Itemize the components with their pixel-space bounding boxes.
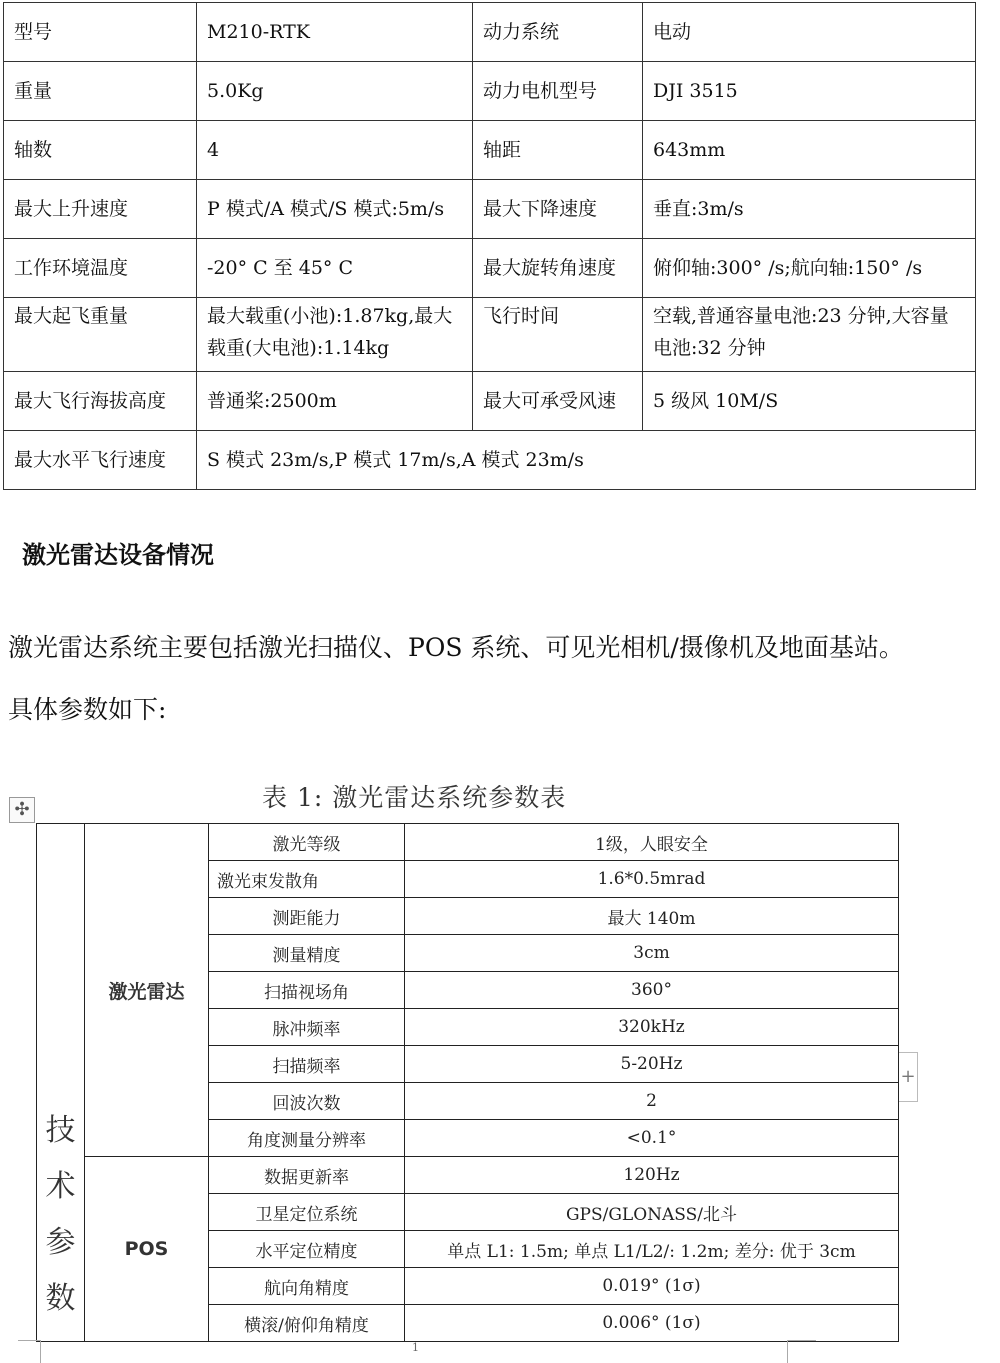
spec-value: 空载,普通容量电池:23 分钟,大容量电池:32 分钟 [643,298,976,372]
param-name: 扫描视场角 [209,972,405,1009]
table-row [4,372,976,431]
table-row [4,298,976,372]
param-name: 激光等级 [209,824,405,861]
param-value: 2 [405,1083,899,1120]
tech-params-label [37,824,85,1342]
intro-paragraph-line: 具体参数如下: [8,695,167,724]
param-name: 测距能力 [209,898,405,935]
spec-value: S 模式 23m/s,P 模式 17m/s,A 模式 23m/s [197,431,976,490]
lidar-params-table [36,823,899,1342]
page-corner-mark [787,1340,816,1363]
drone-spec-table [3,2,976,490]
spec-label: 最大可承受风速 [473,372,643,431]
param-value: 1.6*0.5mrad [405,861,899,898]
spec-label: 轴数 [4,121,197,180]
spec-value: 4 [197,121,473,180]
spec-value: -20° C 至 45° C [197,239,473,298]
section-heading: 激光雷达设备情况 [22,541,214,569]
table-row [37,824,899,861]
param-name: 数据更新率 [209,1157,405,1194]
spec-value: 5.0Kg [197,62,473,121]
spec-value: 5 级风 10M/S [643,372,976,431]
tech-char: 技 [45,1113,76,1148]
spec-label: 最大飞行海拔高度 [4,372,197,431]
param-value: 单点 L1: 1.5m; 单点 L1/L2/: 1.2m; 差分: 优于 3cm [405,1231,899,1268]
table-row [4,121,976,180]
param-value: 1级，人眼安全 [405,824,899,861]
spec-label: 最大上升速度 [4,180,197,239]
spec-label: 最大下降速度 [473,180,643,239]
table-row [4,431,976,490]
spec-label: 最大水平飞行速度 [4,431,197,490]
table-row [4,180,976,239]
param-name: 脉冲频率 [209,1009,405,1046]
table-caption: 表 1: 激光雷达系统参数表 [262,783,567,812]
param-value: 0.019° (1σ) [405,1268,899,1305]
spec-value: 俯仰轴:300° /s;航向轴:150° /s [643,239,976,298]
param-name: 测量精度 [209,935,405,972]
param-name: 激光束发散角 [209,861,405,898]
spec-label: 最大旋转角速度 [473,239,643,298]
spec-label: 飞行时间 [473,298,643,372]
param-name: 回波次数 [209,1083,405,1120]
param-name: 扫描频率 [209,1046,405,1083]
spec-value: 垂直:3m/s [643,180,976,239]
tech-char: 术 [45,1169,76,1204]
param-value: 0.006° (1σ) [405,1305,899,1342]
spec-value: 最大载重(小池):1.87kg,最大载重(大电池):1.14kg [197,298,473,372]
table-move-handle-icon[interactable]: ✣ [9,797,35,823]
spec-label: 动力电机型号 [473,62,643,121]
spec-label: 重量 [4,62,197,121]
page-corner-mark [18,1340,41,1363]
group-label: 激光雷达 [85,824,209,1157]
spec-label: 工作环境温度 [4,239,197,298]
param-value: 3cm [405,935,899,972]
spec-value: 643mm [643,121,976,180]
param-name: 水平定位精度 [209,1231,405,1268]
param-value: 360° [405,972,899,1009]
spec-label: 轴距 [473,121,643,180]
param-value: 120Hz [405,1157,899,1194]
param-name: 角度测量分辨率 [209,1120,405,1157]
group-label: POS [85,1157,209,1342]
spec-value: M210-RTK [197,3,473,62]
spec-label: 型号 [4,3,197,62]
param-value: <0.1° [405,1120,899,1157]
tech-char: 数 [45,1281,76,1316]
spec-value: DJI 3515 [643,62,976,121]
param-name: 卫星定位系统 [209,1194,405,1231]
table-add-row-icon[interactable]: + [899,1052,918,1102]
spec-label: 动力系统 [473,3,643,62]
page-number: 1 [412,1341,419,1354]
param-name: 横滚/俯仰角精度 [209,1305,405,1342]
table-row [4,62,976,121]
spec-value: P 模式/A 模式/S 模式:5m/s [197,180,473,239]
tech-char: 参 [45,1225,76,1260]
param-value: GPS/GLONASS/北斗 [405,1194,899,1231]
param-value: 5-20Hz [405,1046,899,1083]
table-row [4,3,976,62]
spec-value: 电动 [643,3,976,62]
param-name: 航向角精度 [209,1268,405,1305]
intro-paragraph-line: 激光雷达系统主要包括激光扫描仪、POS 系统、可见光相机/摄像机及地面基站。 [8,633,904,662]
param-value: 320kHz [405,1009,899,1046]
table-row [4,239,976,298]
param-value: 最大 140m [405,898,899,935]
table-row [37,1157,899,1194]
spec-label: 最大起飞重量 [4,298,197,372]
spec-value: 普通桨:2500m [197,372,473,431]
